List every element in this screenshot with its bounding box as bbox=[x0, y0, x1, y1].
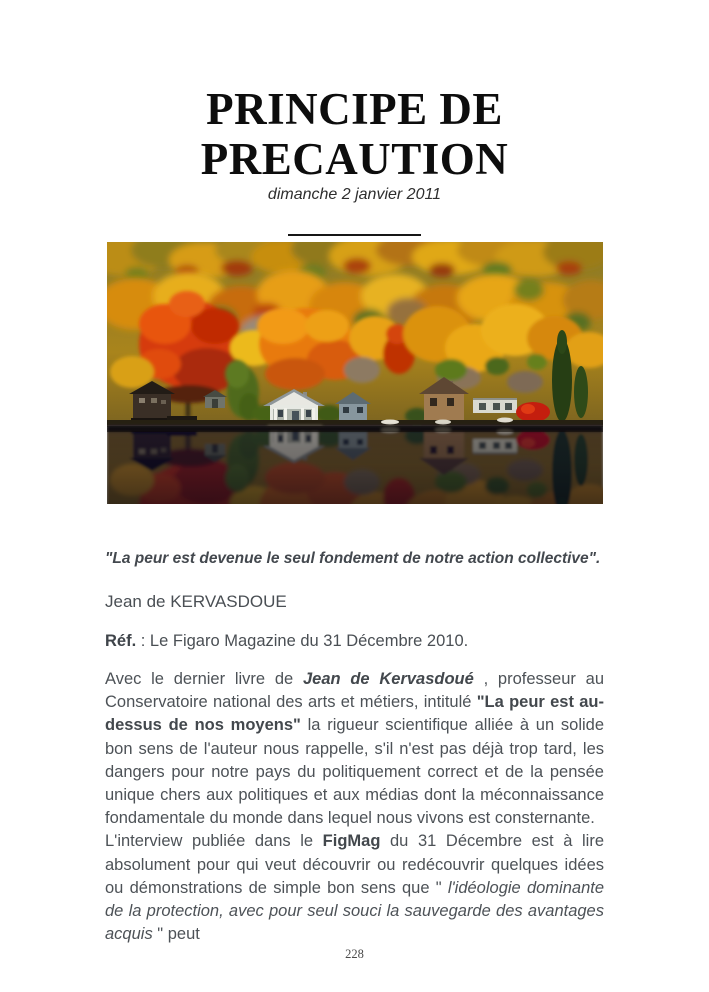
lead-quote: "La peur est devenue le seul fondement de notre action collective". bbox=[105, 550, 601, 567]
body-paragraph-1: Avec le dernier livre de Jean de Kervasdoué , professeur au Conservatoire national des arts et métiers, intitulé "La peur est au-dessus de nos moyens" la rigueur scientifique alliée à un solide bon sens de l'auteur nous rappelle, s'il n'est pas déjà trop tard, les dangers pour notre pays du politiquement correct et de la pensée unique chers aux politiques et aux médias dont la méconnaissance fondamentale du monde dans lequel nous vivons est consternante. bbox=[105, 670, 605, 828]
title-line-2: PRECAUTION bbox=[200, 134, 509, 184]
author-name: Jean de KERVASDOUE bbox=[105, 592, 287, 611]
waterline-shadow bbox=[107, 426, 603, 432]
lakeside-scene bbox=[107, 242, 603, 427]
reference-text: : Le Figaro Magazine du 31 Décembre 2010. bbox=[136, 632, 469, 650]
boat bbox=[435, 420, 451, 425]
reference-label: Réf. bbox=[105, 632, 137, 650]
autumn-lake-photo-illustration bbox=[107, 242, 603, 504]
title-divider bbox=[288, 234, 421, 236]
page-number: 228 bbox=[345, 947, 364, 961]
post-date: dimanche 2 janvier 2011 bbox=[267, 186, 442, 203]
title-line-1: PRINCIPE DE bbox=[206, 84, 503, 134]
white-deck-house bbox=[473, 398, 517, 413]
red-bush bbox=[516, 402, 550, 422]
body-paragraph-2: L'interview publiée dans le FigMag du 31 Décembre est à lire absolument pour qui veut découvrir ou redécouvrir quelques idées ou démonstrations de simple bon sens que " l'idéologie dominante de la protection, avec pour seul souci la sauvegarde des avantages acquis " peut bbox=[105, 832, 605, 944]
autumn-lake-photo bbox=[107, 242, 603, 504]
water-surface bbox=[107, 426, 603, 504]
article-body bbox=[105, 668, 604, 946]
content-column bbox=[105, 84, 604, 946]
boat bbox=[497, 418, 513, 423]
dock bbox=[167, 416, 197, 420]
orange-maple-tree bbox=[257, 308, 363, 390]
boat bbox=[381, 420, 399, 425]
reference-line bbox=[105, 630, 604, 652]
page-title bbox=[105, 84, 604, 184]
